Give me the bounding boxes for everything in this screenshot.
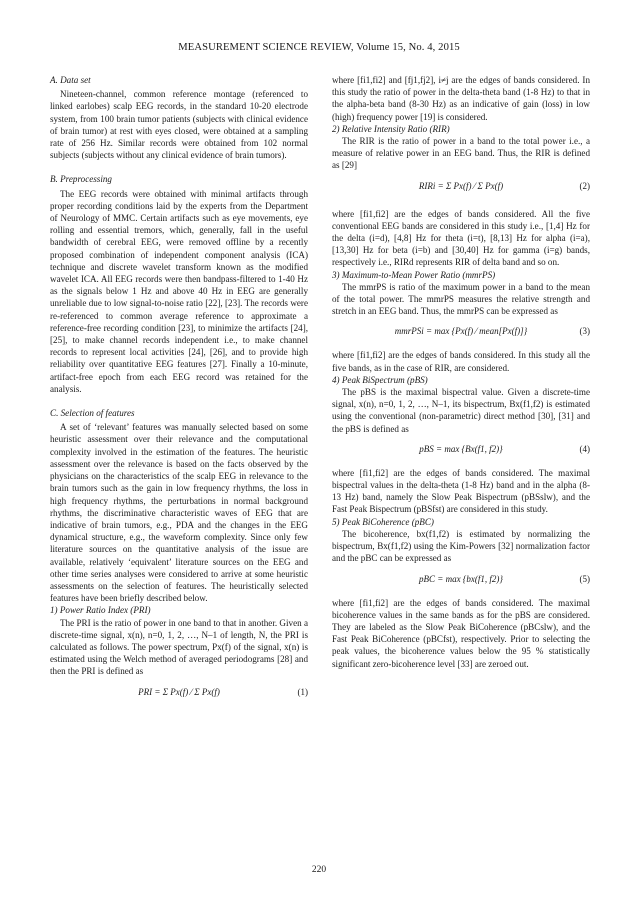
section-heading-preprocessing: B. Preprocessing — [50, 174, 112, 185]
paragraph-pbs-bands: where [fi1,fi2] are the edges of bands considered. The maximal bispectral values in the delta-theta (1-8 Hz) band and in the alpha (8-13 Hz) band, namely the Slow Peak Bispectrum (pBSslw), and the Fast Peak Bispectrum (pBSfst) are considered in this study. — [332, 467, 590, 515]
section-heading-selection-of-features: C. Selection of features — [50, 408, 135, 419]
paragraph-selection-of-features: A set of ‘relevant’ features was manually selected based on some heuristic assessment over their relevance and the computational complexity involved in the estimation of the features. The heuristic assessment over the relevance is based on the facts observed by the physicians on the characteristics of the scalp EEG in relevance to the brain tumors such as the gain in low frequency rhythms, the loss in high frequency rhythms, the perturbations in normal background rhythms, the discriminative characteristic waves of EEG that are indicative of brain tumors, e.g., PDA and the changes in the EEG dynamical structure, e.g., the waveform complexity. Since only few literature sources on the quantitative analysis of the issue are available, relatively ‘equivalent’ literature sources on the EEG and other time series analyses were considered to arrive at some heuristic assessments on the selection of features. The heuristically selected features have been briefly described below. — [50, 422, 308, 604]
equation-2-number: (2) — [579, 180, 590, 191]
equation-4-number: (4) — [579, 443, 590, 454]
subsection-heading-pbc: 5) Peak BiCoherence (pBC) — [332, 516, 434, 527]
paragraph-pri-bands: where [fi1,fi2] and [fj1,fj2], i≠j are the edges of bands considered. In this study the ratio of power in the delta-theta band (1-8 Hz) to that in the alpha-beta band (8-30 Hz) as an indicative of gain (loss) in low (high) frequency power [19] is considered. — [332, 75, 590, 122]
equation-3-formula: mmrPSi = max {Px(f) ⁄ mean[Px(f)]} — [394, 326, 528, 337]
equation-5 — [332, 565, 590, 597]
left-column — [50, 74, 308, 714]
running-header: MEASUREMENT SCIENCE REVIEW, Volume 15, No. 4, 2015 — [178, 42, 460, 53]
equation-4 — [332, 435, 590, 467]
paragraph-pri: The PRI is the ratio of power in one band to that in another. Given a discrete-time signal, x(n), n=0, 1, 2, …, N–1 of length, N, the PRI is calculated as follows. The power spectrum, Px(f) of the signal, x(n) is estimated using the Welch method of averaged periodograms [28] and then the PRI is defined as — [50, 617, 308, 677]
equation-5-formula: pBC = max {bx(f1, f2)} — [418, 573, 504, 584]
subsection-heading-rir: 2) Relative Intensity Ratio (RIR) — [332, 123, 450, 134]
subsection-heading-pri: 1) Power Ratio Index (PRI) — [50, 605, 151, 616]
equation-1 — [50, 678, 308, 714]
paragraph-pbc: The bicoherence, bx(f1,f2) is estimated by normalizing the bispectrum, Bx(f1,f2) using the Kim-Powers [32] normalization factor and the pBC can be expressed as — [332, 528, 590, 564]
equation-1-number: (1) — [297, 686, 308, 697]
equation-1-formula: PRI = Σ Px(f) ⁄ Σ Px(f) — [138, 686, 220, 697]
page-number: 220 — [311, 865, 327, 875]
equation-2 — [332, 172, 590, 208]
equation-3-number: (3) — [579, 326, 590, 337]
paragraph-rir: The RIR is the ratio of power in a band to the total power i.e., a measure of relative power in an EEG band. Thus, the RIR is defined as [29] — [332, 136, 590, 171]
equation-2-formula: RIRi = Σ Px(f) ⁄ Σ Px(f) — [418, 180, 504, 191]
paragraph-data-set: Nineteen-channel, common reference montage (referenced to linked earlobes) scalp EEG records, in the standard 10-20 electrode system, from 100 brain tumor patients (subjects with clinical evidence of brain tumor) at rest with eyes closed, were obtained at a sampling rate of 256 Hz. Similar records were obtained from 102 normal subjects (subjects without any clinical evidence of brain tumors). — [50, 89, 308, 161]
paragraph-rir-bands: where [fi1,fi2] are the edges of bands considered. All the five conventional EEG bands are considered in this study i.e., [1,4] Hz for the delta (i=d), [4,8] Hz for theta (i=t), [8,13] Hz for alpha (i=a), [13,30] Hz for beta (i=b) and [30,40] Hz for gamma (i=g) bands, respectively i.e., RIRd represents RIR of delta band and so on. — [332, 208, 590, 268]
paragraph-preprocessing: The EEG records were obtained with minimal artifacts through proper recording conditions laid by the experts from the Department of Neurology of MMC. Certain artifacts such as eye movements, eye rolling and essential tremors, which, generally, fall in the useful bandwidth of cerebral EEG, were removed offline by a recently proposed combination of independent component analysis (ICA) technique and discrete wavelet transform known as the modified wavelet ICA. All EEG records were then bandpass-filtered to 1-40 Hz as the signals below 1 Hz and above 40 Hz in EEG are generally unreliable due to low signal-to-noise ratio [22], [23]. The records were re-referenced to common average reference to approximate a reference-free recording condition [23], to minimize the artifacts [24], [25], to make channel records independent i.e., to make channel records to represent local activities [24], [26], and to provide high reliability over quantitative EEG features [27]. Finally a 10-minute, artifact-free epoch from each EEG record was retained for the analysis. — [50, 188, 308, 394]
paragraph-mmrps: The mmrPS is ratio of the maximum power in a band to the mean of the total power. The mmrPS measures the relative strength and stretch in an EEG band. Thus, the mmrPS can be expressed as — [332, 281, 590, 317]
paragraph-pbs: The pBS is the maximal bispectral value. Given a discrete-time signal, x(n), n=0, 1, 2, …, N–1, its bispectrum, Bx(f1,f2) is estimated using the conventional (non-parametric) direct method [30], [31] and the pBS is defined as — [332, 387, 590, 434]
right-column — [332, 74, 590, 670]
subsection-heading-pbs: 4) Peak BiSpectrum (pBS) — [332, 374, 428, 385]
section-heading-data-set: A. Data set — [50, 75, 91, 85]
subsection-heading-mmrps: 3) Maximum-to-Mean Power Ratio (mmrPS) — [332, 269, 496, 280]
equation-3 — [332, 317, 590, 349]
paragraph-pbc-bands: where [fi1,fi2] are the edges of bands considered. The maximal bicoherence values in the same bands as for the pBS are considered. They are labeled as the Slow Peak BiCoherence (pBCslw), and the Fast Peak BiCoherence (pBCfst), respectively. Prior to selecting the peak values, the bicoherence values below the 95 % statistically significant zero-bicoherence level [33] are zeroed out. — [332, 597, 590, 669]
equation-5-number: (5) — [579, 573, 590, 584]
equation-4-formula: pBS = max {Bx(f1, f2)} — [419, 443, 503, 454]
paragraph-mmrps-bands: where [fi1,fi2] are the edges of bands considered. In this study all the five bands, as in the case of RIR, are considered. — [332, 350, 590, 373]
